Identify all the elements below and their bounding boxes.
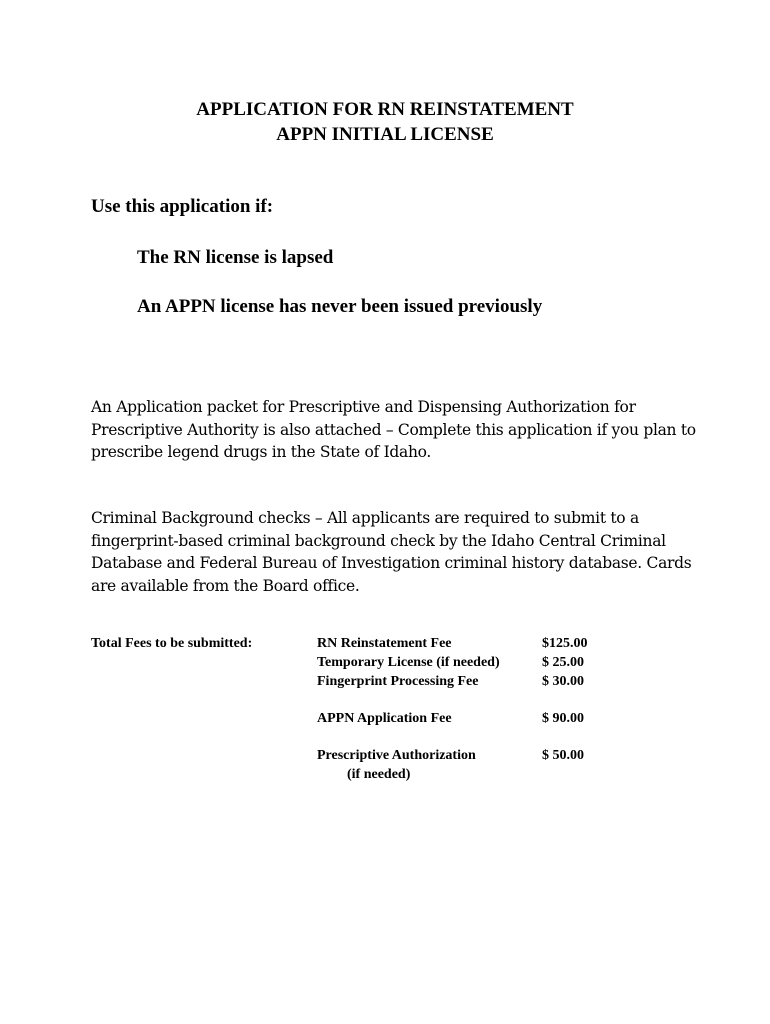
paragraph-line: Database and Federal Bureau of Investigation criminal history database. Cards: [91, 554, 692, 572]
total-fees-label: Total Fees to be submitted:: [91, 636, 253, 651]
fee-amount-fingerprint: $ 30.00: [542, 674, 584, 689]
background-check-paragraph: [91, 507, 751, 597]
condition-appn-never-issued: An APPN license has never been issued previously: [137, 296, 543, 317]
paragraph-line: prescribe legend drugs in the State of Idaho.: [91, 443, 432, 461]
prescriptive-authority-paragraph: [91, 396, 751, 464]
fee-amount-appn-application: $ 90.00: [542, 711, 584, 726]
fee-amount-temporary-license: $ 25.00: [542, 655, 584, 670]
document-title-line-1: APPLICATION FOR RN REINSTATEMENT: [196, 99, 574, 120]
paragraph-line: Prescriptive Authority is also attached – Complete this application if you plan to: [91, 420, 696, 439]
fee-note-if-needed: (if needed): [347, 767, 411, 782]
paragraph-line: are available from the Board office.: [91, 576, 360, 595]
fee-amount-rn-reinstatement: $125.00: [542, 636, 588, 651]
fee-name-rn-reinstatement: RN Reinstatement Fee: [317, 636, 452, 651]
fee-name-prescriptive-authorization: Prescriptive Authorization: [317, 748, 476, 763]
paragraph-line: Criminal Background checks – All applicants are required to submit to a: [91, 509, 639, 527]
use-if-heading: Use this application if:: [91, 196, 274, 217]
paragraph-line: fingerprint-based criminal background check by the Idaho Central Criminal: [91, 531, 666, 550]
fee-name-temporary-license: Temporary License (if needed): [317, 655, 500, 670]
fee-amount-prescriptive-authorization: $ 50.00: [542, 748, 584, 763]
fee-name-appn-application: APPN Application Fee: [317, 711, 452, 726]
condition-rn-lapsed: The RN license is lapsed: [137, 247, 334, 268]
document-title-line-2: APPN INITIAL LICENSE: [276, 124, 494, 145]
fee-name-fingerprint: Fingerprint Processing Fee: [317, 674, 479, 689]
paragraph-line: An Application packet for Prescriptive and Dispensing Authorization for: [91, 398, 636, 416]
